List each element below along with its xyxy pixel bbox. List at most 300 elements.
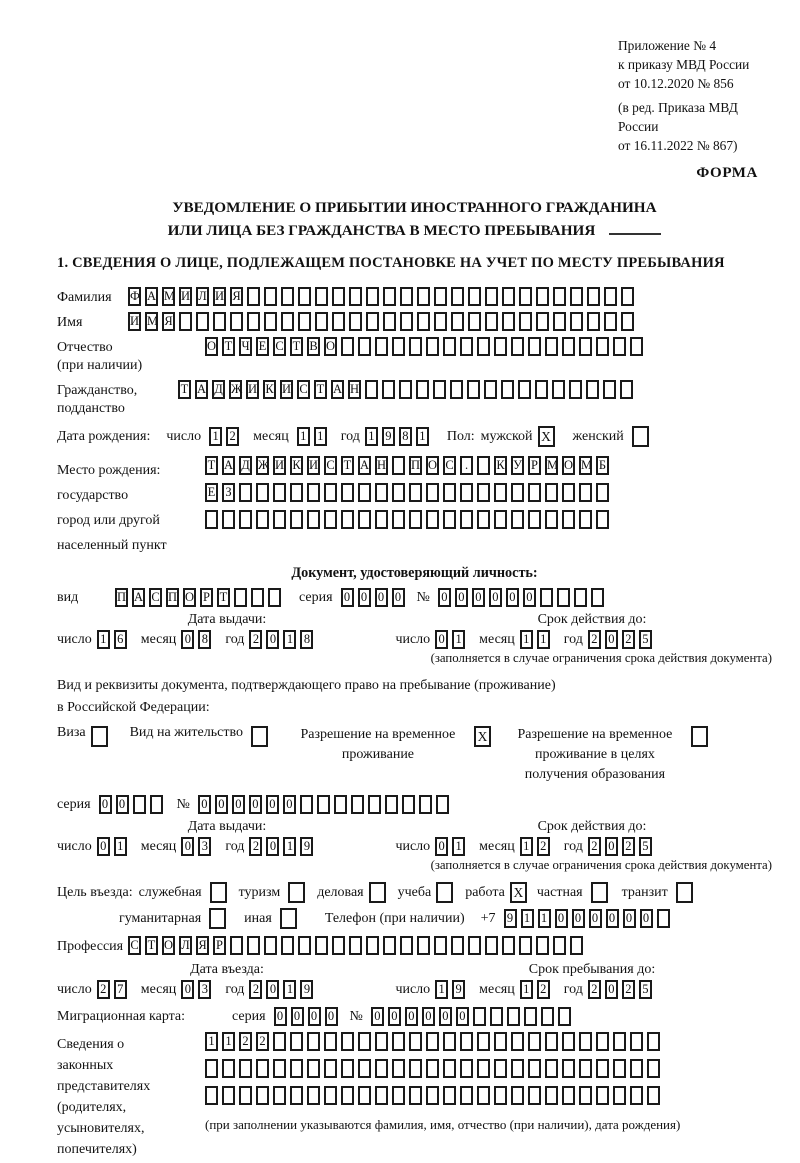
edu-residence-checkbox[interactable] [691, 726, 712, 747]
char-box[interactable]: Я [230, 287, 243, 306]
char-box[interactable] [552, 380, 565, 399]
char-box[interactable] [234, 588, 247, 607]
char-box[interactable]: 7 [114, 980, 127, 999]
char-box[interactable] [494, 1032, 507, 1051]
char-box[interactable]: Ф [128, 287, 141, 306]
char-box[interactable]: 1 [222, 1032, 235, 1051]
char-box[interactable] [604, 287, 617, 306]
char-box[interactable] [213, 312, 226, 331]
char-box[interactable] [324, 483, 337, 502]
char-box[interactable]: 9 [300, 980, 313, 999]
char-box[interactable]: 0 [215, 795, 228, 814]
char-box[interactable] [579, 510, 592, 529]
char-box[interactable] [332, 312, 345, 331]
char-box[interactable] [632, 426, 649, 447]
char-box[interactable] [545, 1086, 558, 1105]
char-box[interactable]: 2 [537, 837, 550, 856]
char-box[interactable]: 0 [438, 588, 451, 607]
char-box[interactable] [307, 1059, 320, 1078]
char-box[interactable] [417, 312, 430, 331]
char-box[interactable] [443, 483, 456, 502]
char-box[interactable] [417, 287, 430, 306]
char-box[interactable]: 0 [572, 909, 585, 928]
char-box[interactable] [349, 936, 362, 955]
char-box[interactable] [553, 312, 566, 331]
char-box[interactable] [358, 1032, 371, 1051]
char-box[interactable] [366, 287, 379, 306]
char-box[interactable] [518, 380, 531, 399]
char-box[interactable] [351, 795, 364, 814]
char-box[interactable] [647, 1086, 660, 1105]
char-box[interactable] [434, 936, 447, 955]
char-box[interactable] [647, 1032, 660, 1051]
char-box[interactable] [436, 795, 449, 814]
char-box[interactable] [570, 312, 583, 331]
char-box[interactable] [511, 1086, 524, 1105]
char-box[interactable] [402, 795, 415, 814]
char-box[interactable] [621, 312, 634, 331]
char-box[interactable] [324, 1032, 337, 1051]
char-box[interactable] [264, 936, 277, 955]
char-box[interactable] [434, 312, 447, 331]
char-box[interactable] [443, 1086, 456, 1105]
char-box[interactable]: 0 [375, 588, 388, 607]
char-box[interactable]: Р [528, 456, 541, 475]
char-box[interactable]: Д [212, 380, 225, 399]
char-box[interactable] [375, 337, 388, 356]
char-box[interactable] [579, 483, 592, 502]
char-box[interactable]: К [290, 456, 303, 475]
char-box[interactable] [205, 1086, 218, 1105]
char-box[interactable]: 0 [325, 1007, 338, 1026]
char-box[interactable] [613, 1032, 626, 1051]
char-box[interactable] [334, 795, 347, 814]
char-box[interactable] [434, 287, 447, 306]
char-box[interactable]: И [179, 287, 192, 306]
char-box[interactable] [586, 380, 599, 399]
char-box[interactable]: 1 [452, 630, 465, 649]
char-box[interactable] [385, 795, 398, 814]
char-box[interactable] [341, 510, 354, 529]
char-box[interactable]: С [324, 456, 337, 475]
char-box[interactable] [511, 483, 524, 502]
char-box[interactable] [230, 936, 243, 955]
char-box[interactable]: Т [222, 337, 235, 356]
char-box[interactable] [519, 287, 532, 306]
char-box[interactable] [280, 908, 297, 929]
char-box[interactable] [579, 1032, 592, 1051]
char-box[interactable] [315, 287, 328, 306]
char-box[interactable] [317, 795, 330, 814]
char-box[interactable]: 0 [605, 980, 618, 999]
char-box[interactable]: 0 [388, 1007, 401, 1026]
char-box[interactable] [676, 882, 693, 903]
char-box[interactable]: 0 [523, 588, 536, 607]
char-box[interactable] [451, 287, 464, 306]
char-box[interactable]: 3 [198, 837, 211, 856]
char-box[interactable]: 1 [538, 909, 551, 928]
char-box[interactable] [460, 1086, 473, 1105]
char-box[interactable]: П [115, 588, 128, 607]
char-box[interactable] [477, 483, 490, 502]
char-box[interactable] [256, 483, 269, 502]
char-box[interactable]: 2 [588, 837, 601, 856]
char-box[interactable] [630, 337, 643, 356]
char-box[interactable] [375, 1059, 388, 1078]
purpose-transit-checkbox[interactable] [676, 882, 697, 903]
char-box[interactable] [540, 588, 553, 607]
char-box[interactable]: Б [596, 456, 609, 475]
char-box[interactable] [383, 287, 396, 306]
char-box[interactable]: В [307, 337, 320, 356]
char-box[interactable] [536, 936, 549, 955]
char-box[interactable] [494, 1086, 507, 1105]
char-box[interactable] [524, 1007, 537, 1026]
char-box[interactable] [473, 1007, 486, 1026]
char-box[interactable] [562, 337, 575, 356]
char-box[interactable]: 0 [606, 909, 619, 928]
char-box[interactable] [528, 337, 541, 356]
char-box[interactable]: М [579, 456, 592, 475]
char-box[interactable] [426, 483, 439, 502]
char-box[interactable]: 2 [622, 837, 635, 856]
char-box[interactable]: 2 [537, 980, 550, 999]
char-box[interactable] [587, 287, 600, 306]
char-box[interactable] [596, 337, 609, 356]
char-box[interactable]: 9 [452, 980, 465, 999]
char-box[interactable] [281, 312, 294, 331]
char-box[interactable] [392, 1032, 405, 1051]
char-box[interactable]: 2 [249, 630, 262, 649]
char-box[interactable]: 0 [266, 795, 279, 814]
char-box[interactable] [273, 510, 286, 529]
char-box[interactable] [603, 380, 616, 399]
char-box[interactable] [332, 287, 345, 306]
char-box[interactable]: Я [196, 936, 209, 955]
char-box[interactable] [281, 936, 294, 955]
char-box[interactable] [502, 936, 515, 955]
char-box[interactable] [307, 483, 320, 502]
char-box[interactable] [647, 1059, 660, 1078]
char-box[interactable] [443, 1032, 456, 1051]
char-box[interactable] [541, 1007, 554, 1026]
char-box[interactable] [91, 726, 108, 747]
char-box[interactable] [511, 510, 524, 529]
char-box[interactable]: 1 [205, 1032, 218, 1051]
char-box[interactable] [400, 287, 413, 306]
char-box[interactable]: 0 [341, 588, 354, 607]
char-box[interactable] [519, 312, 532, 331]
char-box[interactable]: 0 [266, 837, 279, 856]
char-box[interactable] [528, 1086, 541, 1105]
char-box[interactable]: О [183, 588, 196, 607]
temp-residence-checkbox[interactable] [474, 726, 495, 747]
char-box[interactable] [562, 1086, 575, 1105]
char-box[interactable] [222, 510, 235, 529]
char-box[interactable]: А [132, 588, 145, 607]
char-box[interactable]: X [474, 726, 491, 747]
char-box[interactable]: 1 [537, 630, 550, 649]
char-box[interactable] [392, 1086, 405, 1105]
char-box[interactable] [264, 287, 277, 306]
char-box[interactable]: 2 [622, 980, 635, 999]
char-box[interactable]: Т [341, 456, 354, 475]
char-box[interactable] [392, 483, 405, 502]
char-box[interactable]: 2 [588, 980, 601, 999]
char-box[interactable] [196, 312, 209, 331]
char-box[interactable] [399, 380, 412, 399]
char-box[interactable] [392, 337, 405, 356]
char-box[interactable]: 0 [291, 1007, 304, 1026]
char-box[interactable] [392, 510, 405, 529]
char-box[interactable] [222, 1059, 235, 1078]
char-box[interactable] [528, 1059, 541, 1078]
char-box[interactable] [613, 1086, 626, 1105]
char-box[interactable] [433, 380, 446, 399]
char-box[interactable] [290, 510, 303, 529]
char-box[interactable] [298, 936, 311, 955]
char-box[interactable] [288, 882, 305, 903]
char-box[interactable] [545, 510, 558, 529]
char-box[interactable]: 1 [209, 427, 222, 446]
char-box[interactable] [494, 510, 507, 529]
char-box[interactable]: О [562, 456, 575, 475]
char-box[interactable] [570, 287, 583, 306]
char-box[interactable]: 1 [365, 427, 378, 446]
char-box[interactable] [409, 510, 422, 529]
char-box[interactable] [239, 510, 252, 529]
char-box[interactable]: 2 [97, 980, 110, 999]
char-box[interactable] [426, 337, 439, 356]
char-box[interactable] [443, 510, 456, 529]
char-box[interactable] [341, 1032, 354, 1051]
char-box[interactable]: 0 [435, 837, 448, 856]
char-box[interactable]: 0 [181, 980, 194, 999]
char-box[interactable] [300, 795, 313, 814]
char-box[interactable]: М [545, 456, 558, 475]
char-box[interactable] [477, 456, 490, 475]
char-box[interactable] [307, 1086, 320, 1105]
char-box[interactable] [468, 287, 481, 306]
char-box[interactable] [443, 1059, 456, 1078]
char-box[interactable] [562, 1059, 575, 1078]
char-box[interactable]: 1 [114, 837, 127, 856]
char-box[interactable] [511, 1032, 524, 1051]
char-box[interactable] [485, 936, 498, 955]
purpose-tourism-checkbox[interactable] [288, 882, 309, 903]
char-box[interactable] [375, 483, 388, 502]
char-box[interactable] [133, 795, 146, 814]
char-box[interactable] [366, 936, 379, 955]
char-box[interactable]: 0 [555, 909, 568, 928]
char-box[interactable] [256, 510, 269, 529]
char-box[interactable] [436, 882, 453, 903]
char-box[interactable] [570, 936, 583, 955]
char-box[interactable]: 0 [371, 1007, 384, 1026]
char-box[interactable] [290, 483, 303, 502]
char-box[interactable] [451, 312, 464, 331]
char-box[interactable]: 2 [226, 427, 239, 446]
char-box[interactable]: У [511, 456, 524, 475]
char-box[interactable] [553, 287, 566, 306]
char-box[interactable] [382, 380, 395, 399]
char-box[interactable]: 0 [392, 588, 405, 607]
char-box[interactable]: 3 [198, 980, 211, 999]
char-box[interactable]: 0 [116, 795, 129, 814]
char-box[interactable]: 2 [249, 980, 262, 999]
char-box[interactable]: Р [200, 588, 213, 607]
char-box[interactable] [247, 312, 260, 331]
char-box[interactable]: 0 [439, 1007, 452, 1026]
char-box[interactable] [501, 380, 514, 399]
char-box[interactable]: 0 [422, 1007, 435, 1026]
char-box[interactable]: 1 [520, 630, 533, 649]
char-box[interactable]: 2 [239, 1032, 252, 1051]
char-box[interactable] [557, 588, 570, 607]
char-box[interactable]: 1 [521, 909, 534, 928]
char-box[interactable]: С [297, 380, 310, 399]
char-box[interactable]: 8 [198, 630, 211, 649]
char-box[interactable] [613, 1059, 626, 1078]
char-box[interactable]: 0 [97, 837, 110, 856]
char-box[interactable] [558, 1007, 571, 1026]
char-box[interactable]: 9 [300, 837, 313, 856]
char-box[interactable]: С [443, 456, 456, 475]
char-box[interactable]: К [494, 456, 507, 475]
char-box[interactable]: И [307, 456, 320, 475]
char-box[interactable] [392, 1059, 405, 1078]
char-box[interactable]: С [128, 936, 141, 955]
char-box[interactable] [230, 312, 243, 331]
char-box[interactable] [409, 483, 422, 502]
char-box[interactable] [251, 588, 264, 607]
char-box[interactable] [450, 380, 463, 399]
char-box[interactable] [657, 909, 670, 928]
char-box[interactable]: 1 [520, 980, 533, 999]
char-box[interactable]: 2 [249, 837, 262, 856]
char-box[interactable]: 0 [405, 1007, 418, 1026]
char-box[interactable] [409, 1059, 422, 1078]
char-box[interactable] [545, 337, 558, 356]
char-box[interactable] [494, 337, 507, 356]
char-box[interactable] [315, 312, 328, 331]
char-box[interactable]: 0 [506, 588, 519, 607]
char-box[interactable]: Т [314, 380, 327, 399]
char-box[interactable]: 6 [114, 630, 127, 649]
char-box[interactable] [477, 337, 490, 356]
char-box[interactable]: 9 [382, 427, 395, 446]
char-box[interactable] [349, 287, 362, 306]
char-box[interactable]: 0 [232, 795, 245, 814]
char-box[interactable] [417, 936, 430, 955]
char-box[interactable] [392, 456, 405, 475]
char-box[interactable]: 0 [198, 795, 211, 814]
char-box[interactable] [298, 312, 311, 331]
residence-permit-checkbox[interactable] [251, 726, 272, 747]
char-box[interactable]: М [162, 287, 175, 306]
char-box[interactable]: Я [162, 312, 175, 331]
char-box[interactable] [358, 1086, 371, 1105]
char-box[interactable] [621, 287, 634, 306]
char-box[interactable]: 0 [472, 588, 485, 607]
char-box[interactable]: Д [239, 456, 252, 475]
char-box[interactable] [545, 1032, 558, 1051]
char-box[interactable]: З [222, 483, 235, 502]
char-box[interactable] [596, 1086, 609, 1105]
char-box[interactable] [591, 882, 608, 903]
char-box[interactable]: 0 [640, 909, 653, 928]
char-box[interactable] [507, 1007, 520, 1026]
char-box[interactable] [691, 726, 708, 747]
char-box[interactable] [569, 380, 582, 399]
char-box[interactable] [290, 1032, 303, 1051]
char-box[interactable] [307, 1032, 320, 1051]
char-box[interactable] [251, 726, 268, 747]
char-box[interactable]: 1 [97, 630, 110, 649]
char-box[interactable] [535, 380, 548, 399]
char-box[interactable] [630, 1032, 643, 1051]
char-box[interactable]: 5 [639, 980, 652, 999]
char-box[interactable]: И [280, 380, 293, 399]
char-box[interactable] [477, 1059, 490, 1078]
char-box[interactable]: 0 [181, 837, 194, 856]
char-box[interactable]: X [538, 426, 555, 447]
char-box[interactable]: 0 [358, 588, 371, 607]
char-box[interactable] [477, 1086, 490, 1105]
char-box[interactable]: Л [179, 936, 192, 955]
char-box[interactable] [511, 1059, 524, 1078]
char-box[interactable] [273, 1086, 286, 1105]
char-box[interactable] [150, 795, 163, 814]
char-box[interactable] [400, 312, 413, 331]
char-box[interactable]: 0 [623, 909, 636, 928]
char-box[interactable]: Ч [239, 337, 252, 356]
char-box[interactable] [409, 1086, 422, 1105]
char-box[interactable]: О [162, 936, 175, 955]
char-box[interactable] [562, 510, 575, 529]
char-box[interactable]: А [195, 380, 208, 399]
char-box[interactable] [562, 483, 575, 502]
char-box[interactable] [419, 795, 432, 814]
char-box[interactable]: Н [348, 380, 361, 399]
char-box[interactable]: Е [256, 337, 269, 356]
char-box[interactable] [587, 312, 600, 331]
char-box[interactable]: А [222, 456, 235, 475]
char-box[interactable]: 1 [283, 837, 296, 856]
char-box[interactable] [467, 380, 480, 399]
char-box[interactable]: 0 [589, 909, 602, 928]
char-box[interactable]: Ж [256, 456, 269, 475]
char-box[interactable] [451, 936, 464, 955]
char-box[interactable] [268, 588, 281, 607]
char-box[interactable]: 9 [504, 909, 517, 928]
char-box[interactable] [416, 380, 429, 399]
char-box[interactable] [562, 1032, 575, 1051]
char-box[interactable]: О [324, 337, 337, 356]
char-box[interactable] [332, 936, 345, 955]
female-checkbox[interactable] [632, 426, 653, 447]
char-box[interactable]: 1 [452, 837, 465, 856]
char-box[interactable] [460, 1059, 473, 1078]
char-box[interactable] [579, 1086, 592, 1105]
char-box[interactable] [256, 1086, 269, 1105]
char-box[interactable] [375, 1032, 388, 1051]
char-box[interactable]: 8 [300, 630, 313, 649]
char-box[interactable] [264, 312, 277, 331]
char-box[interactable]: Т [205, 456, 218, 475]
char-box[interactable]: А [331, 380, 344, 399]
char-box[interactable]: 1 [283, 630, 296, 649]
